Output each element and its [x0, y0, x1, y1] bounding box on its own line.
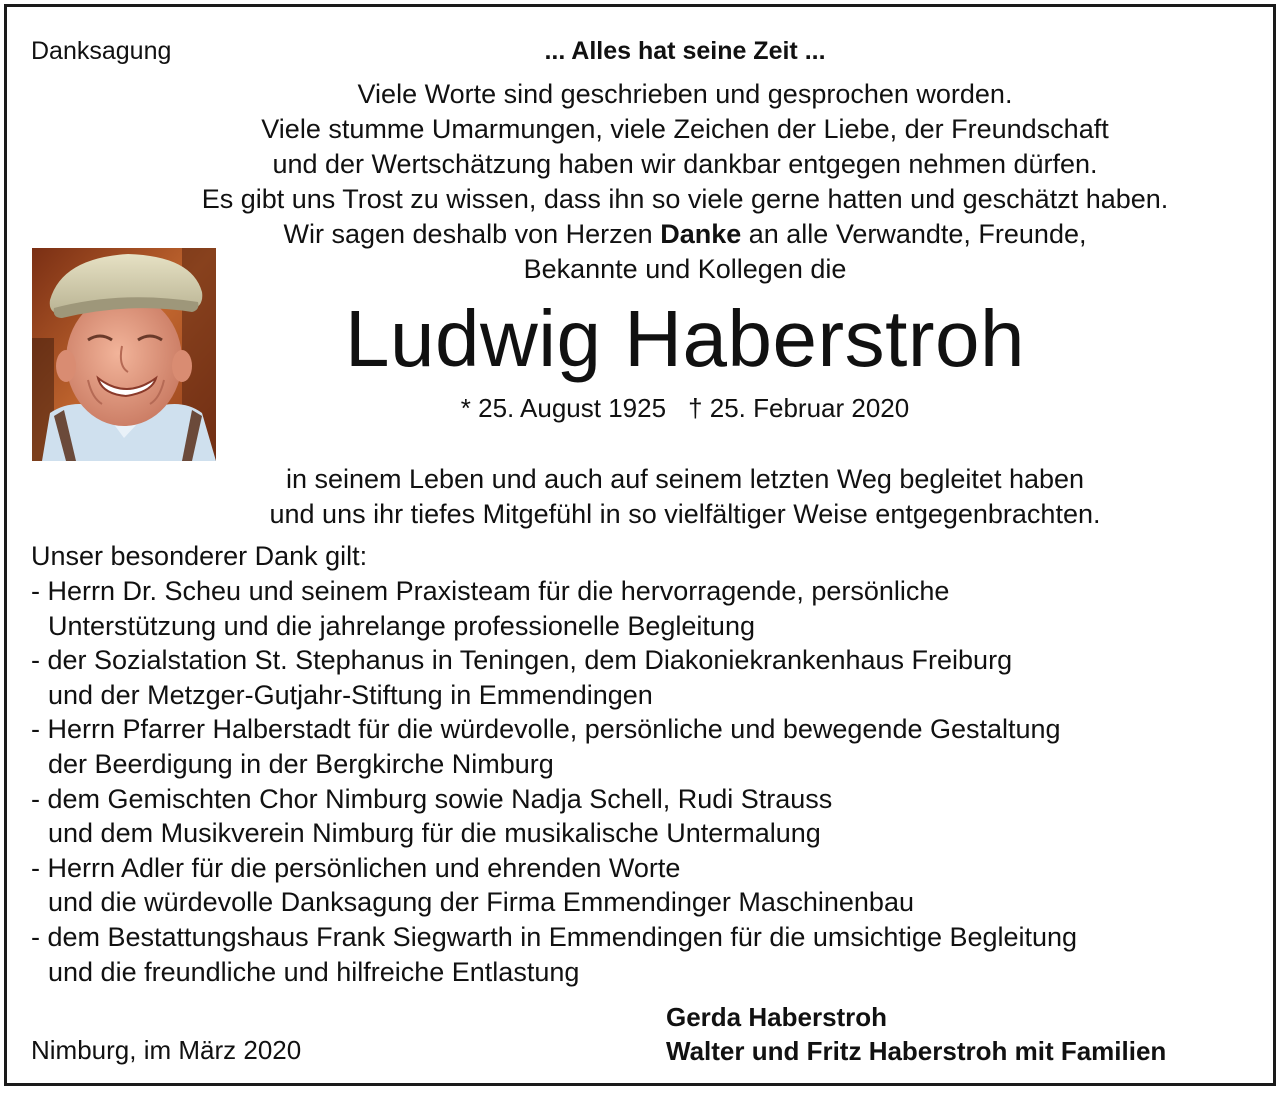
list-item-continuation: und dem Musikverein Nimburg für die musikalische Untermalung	[48, 818, 821, 849]
list-item-continuation: und die freundliche und hilfreiche Entlastung	[48, 956, 580, 987]
intro-line: Viele Worte sind geschrieben und gesprochen worden.	[357, 79, 1013, 109]
gratitude-line: in seinem Leben und auch auf seinem letzten Weg begleitet haben	[285, 464, 1085, 494]
special-thanks-heading: Unser besonderer Dank gilt:	[31, 541, 368, 571]
signatories	[666, 1000, 1166, 1068]
thanks-emphasis: Danke	[660, 219, 742, 249]
list-item-line: - dem Bestattungshaus Frank Siegwarth in Emmendingen für die umsichtige Begleitung	[31, 921, 1078, 952]
list-item-continuation: und die würdevolle Danksagung der Firma Emmendinger Maschinenbau	[48, 887, 914, 918]
gratitude-text	[7, 462, 1273, 532]
list-item	[31, 643, 1077, 712]
signer-name: Gerda Haberstroh	[666, 1002, 888, 1032]
intro-line: Viele stumme Umarmungen, viele Zeichen der Liebe, der Freundschaft	[261, 114, 1109, 144]
intro-line: Es gibt uns Trost zu wissen, dass ihn so viele gerne hatten und geschätzt haben.	[201, 184, 1169, 214]
list-item	[31, 782, 1077, 851]
list-item	[31, 712, 1077, 781]
list-item-line: - dem Gemischten Chor Nimburg sowie Nadja Schell, Rudi Strauss	[31, 783, 833, 814]
obituary-notice	[4, 4, 1276, 1086]
intro-line	[97, 217, 1273, 252]
list-item-line: - der Sozialstation St. Stephanus in Teningen, dem Diakoniekrankenhaus Freiburg	[31, 645, 1013, 676]
life-dates	[7, 393, 1273, 424]
list-item-line: - Herrn Adler für die persönlichen und ehrenden Worte	[31, 852, 681, 883]
deceased-name: Ludwig Haberstroh	[345, 294, 1025, 383]
special-thanks-list	[31, 574, 1077, 989]
list-item-continuation: Unterstützung und die jahrelange professionelle Begleitung	[48, 610, 755, 641]
intro-line-end: an alle Verwandte, Freunde,	[741, 219, 1087, 249]
list-item-continuation: und der Metzger-Gutjahr-Stiftung in Emmendingen	[48, 679, 653, 710]
gratitude-line: und uns ihr tiefes Mitgefühl in so vielfältiger Weise entgegenbrachten.	[269, 499, 1101, 529]
intro-line: und der Wertschätzung haben wir dankbar entgegen nehmen dürfen.	[272, 149, 1098, 179]
intro-line: Bekannte und Kollegen die	[523, 254, 847, 284]
notice-type-label: Danksagung	[31, 37, 172, 65]
list-item	[31, 920, 1077, 989]
place-and-date: Nimburg, im März 2020	[31, 1035, 302, 1065]
list-item	[31, 851, 1077, 920]
death-date: † 25. Februar 2020	[688, 393, 910, 423]
list-item-continuation: der Beerdigung in der Bergkirche Nimburg	[48, 748, 554, 779]
list-item-line: - Herrn Pfarrer Halberstadt für die würdevolle, persönliche und bewegende Gestaltung	[31, 714, 1061, 745]
list-item	[31, 574, 1077, 643]
signer-name: Walter und Fritz Haberstroh mit Familien	[666, 1036, 1167, 1066]
intro-line-start: Wir sagen deshalb von Herzen	[283, 219, 661, 249]
motto-heading: ... Alles hat seine Zeit ...	[544, 37, 826, 65]
list-item-line: - Herrn Dr. Scheu und seinem Praxisteam für die hervorragende, persönliche	[31, 576, 950, 606]
birth-date: * 25. August 1925	[460, 393, 667, 423]
